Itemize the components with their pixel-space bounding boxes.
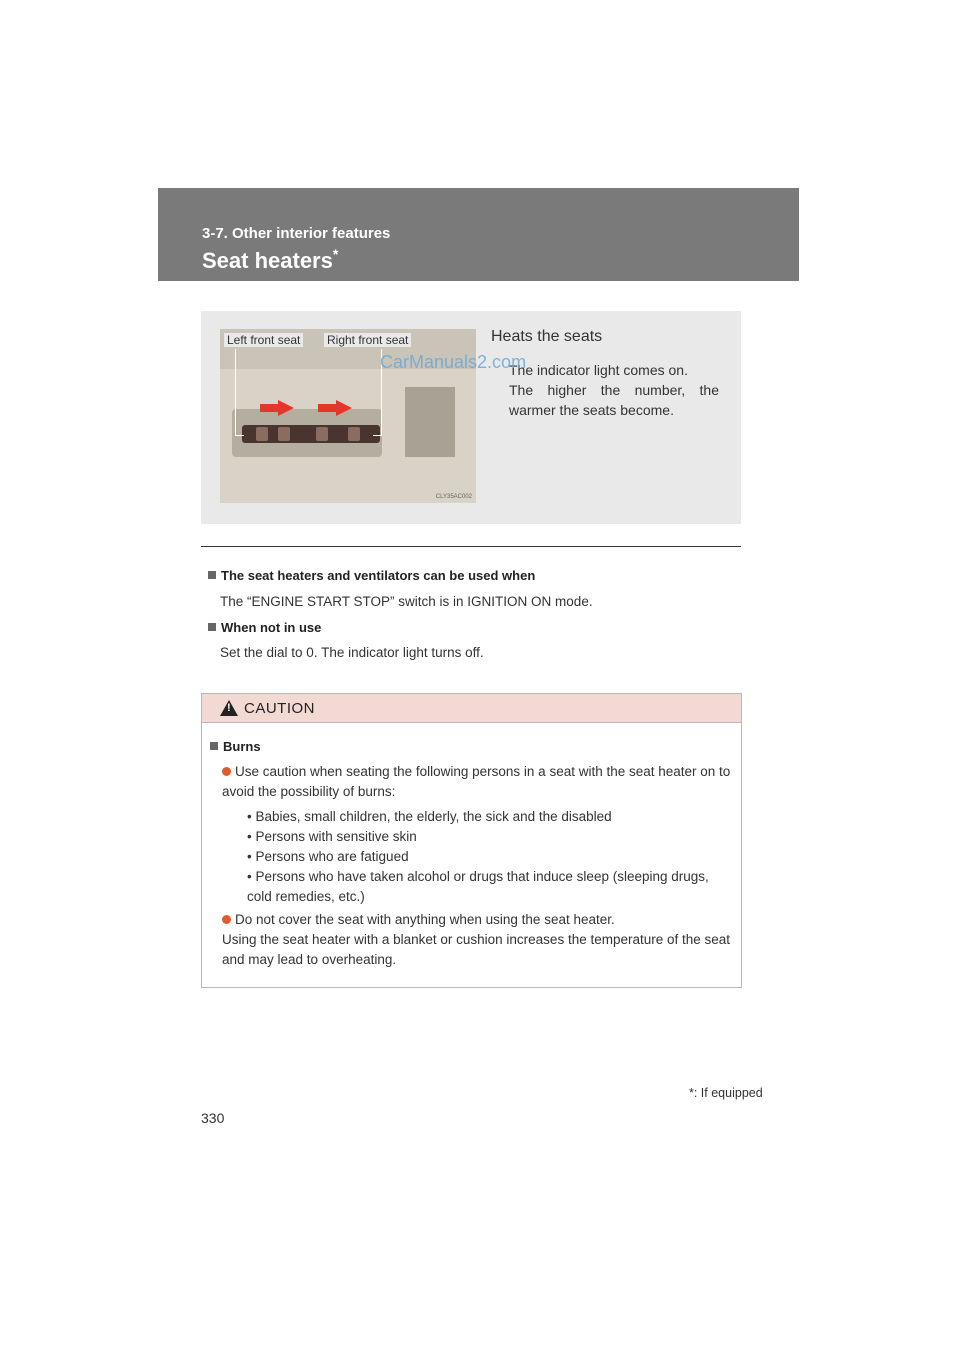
warning-icon: [220, 700, 238, 716]
caution-title: CAUTION: [244, 700, 315, 717]
watermark: CarManuals2.com: [380, 352, 527, 372]
square-bullet-icon: [208, 623, 216, 631]
divider: [201, 546, 741, 547]
page-title: Seat heaters*: [202, 246, 339, 273]
note-text: Set the dial to 0. The indicator light turns off.: [220, 645, 484, 660]
list-item: • Persons who are fatigued: [247, 849, 409, 864]
list-item: • Babies, small children, the elderly, the sick and the disabled: [247, 809, 612, 824]
chapter-header: [158, 188, 799, 281]
caution-item: Do not cover the seat with anything when using the seat heater. Using the seat heater with a blanket or cushion increases the temperature of the seat and may lead to overheating.: [222, 912, 731, 967]
footnote: *: If equipped: [689, 1086, 763, 1100]
arrow-right-icon: [336, 400, 352, 416]
list-item: • Persons with sensitive skin: [247, 829, 417, 844]
note-heading: The seat heaters and ventilators can be used when: [208, 568, 535, 583]
figure-description: The indicator light comes on. The higher the number, the warmer the seats become.: [509, 362, 719, 418]
figure-code: CLY35AC002: [435, 494, 472, 500]
page-number: 330: [201, 1110, 225, 1126]
circle-bullet-icon: [222, 915, 231, 924]
note-text: The “ENGINE START STOP” switch is in IGNITION ON mode.: [220, 594, 593, 609]
section-label: 3-7. Other interior features: [202, 225, 391, 242]
figure-heading: Heats the seats: [491, 328, 603, 345]
right-front-seat-label: Right front seat: [324, 333, 411, 347]
arrow-right-icon: [278, 400, 294, 416]
list-item: • Persons who have taken alcohol or drugs that induce sleep (sleeping drugs, cold remedies, etc.): [247, 869, 709, 904]
left-seat-dial: [256, 427, 268, 441]
figure-box: [201, 311, 741, 524]
square-bullet-icon: [210, 742, 218, 750]
asterisk-mark: *: [332, 246, 339, 262]
caution-header: [202, 694, 741, 723]
right-seat-dial: [348, 427, 360, 441]
square-bullet-icon: [208, 571, 216, 579]
caution-box: [201, 693, 742, 988]
caution-item: Use caution when seating the following persons in a seat with the seat heater on to avoid the possibility of burns:: [222, 764, 731, 799]
note-heading: When not in use: [208, 620, 321, 635]
caution-subheading: Burns: [210, 739, 261, 754]
left-front-seat-label: Left front seat: [224, 333, 303, 347]
circle-bullet-icon: [222, 767, 231, 776]
